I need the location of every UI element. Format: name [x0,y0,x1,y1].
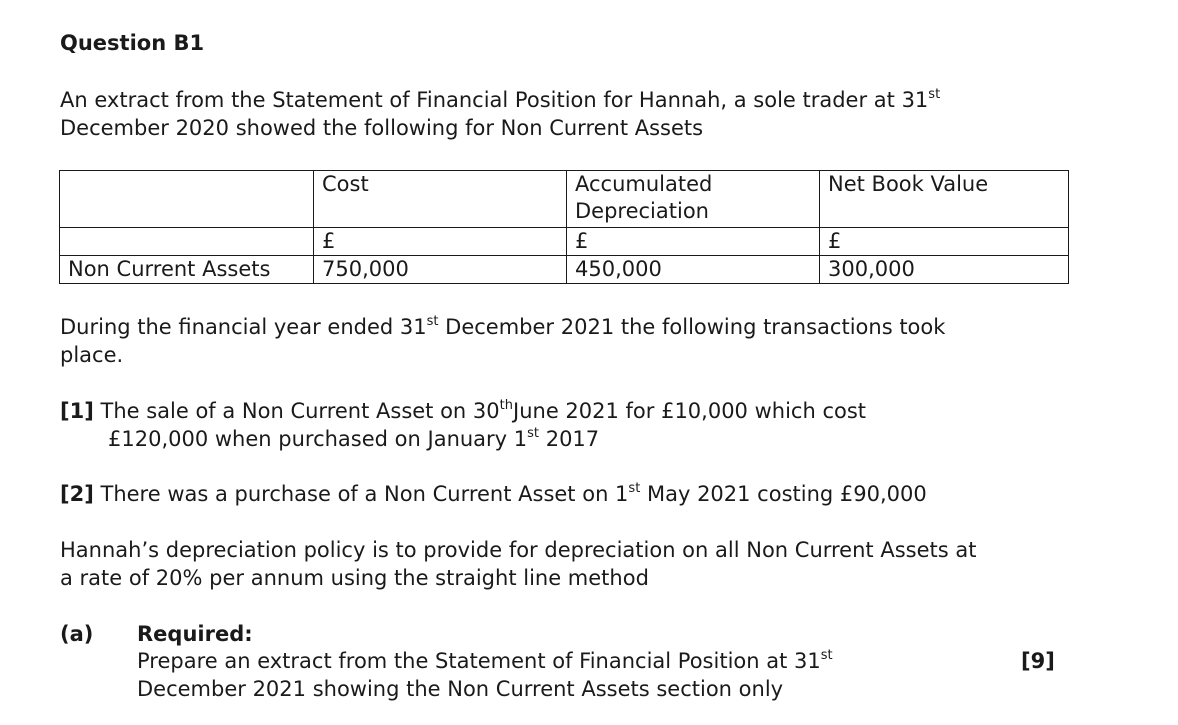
non-current-assets-table [59,170,1069,284]
intro-line-1: An extract from the Statement of Financial Position for Hannah, a sole trader at 31st [60,87,941,112]
table-cell: £ [314,228,567,256]
table-row [60,256,1069,284]
table-cell: 750,000 [314,256,567,284]
table-cell: 300,000 [820,256,1069,284]
table-cell: £ [820,228,1069,256]
table-cell: Non Current Assets [60,256,314,284]
table-header-row [60,171,1069,228]
marks-badge: [9] [1021,649,1055,673]
table-header-cell: Cost [314,171,567,228]
policy-line-2: a rate of 20% per annum using the straight line method [60,566,649,590]
table-header-cell: Net Book Value [820,171,1069,228]
intro-line-2: December 2020 showed the following for Non Current Assets [60,116,704,140]
table-unit-row [60,228,1069,256]
transactions-intro-1: During the financial year ended 31st December 2021 the following transactions took [60,314,946,339]
table-cell [60,228,314,256]
part-a-label: (a) [60,622,94,646]
part-a-line-2: December 2021 showing the Non Current Assets section only [137,677,784,701]
part-a-line-1: Prepare an extract from the Statement of Financial Position at 31st [137,648,833,673]
transactions-intro-2: place. [60,343,124,367]
transaction-2: [2] There was a purchase of a Non Current Asset on 1st May 2021 costing £90,000 [60,481,927,506]
transaction-1-line-1: [1] The sale of a Non Current Asset on 30thJune 2021 for £10,000 which cost [60,398,867,423]
table-cell: £ [567,228,820,256]
required-heading: Required: [137,622,253,646]
transaction-1-line-2: £120,000 when purchased on January 1st 2017 [108,426,600,451]
table-header-cell [60,171,314,228]
table-header-cell: Accumulated Depreciation [567,171,820,228]
table-cell: 450,000 [567,256,820,284]
question-title: Question B1 [60,31,205,55]
policy-line-1: Hannah’s depreciation policy is to provide for depreciation on all Non Current Assets at [60,538,977,562]
